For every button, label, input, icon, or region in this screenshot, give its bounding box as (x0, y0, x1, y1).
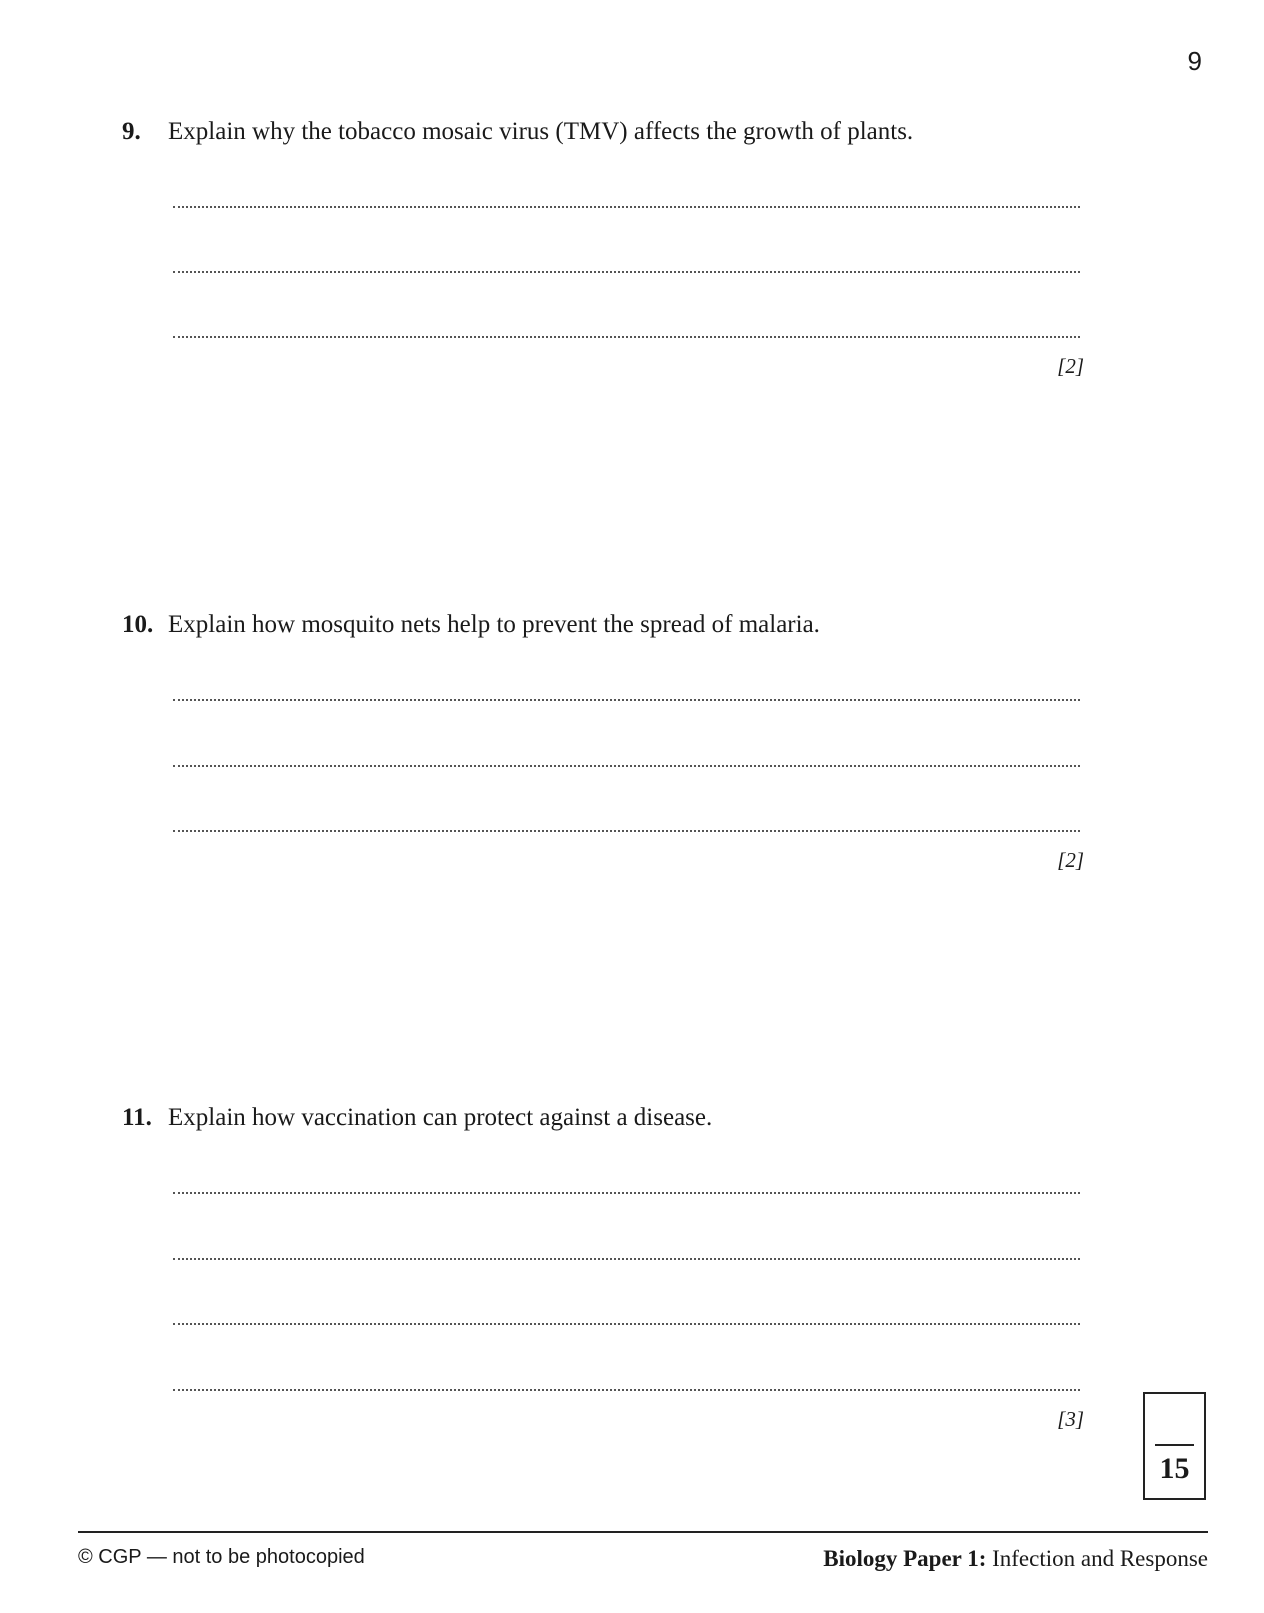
question-number: 10. (122, 611, 154, 638)
answer-line[interactable] (173, 699, 1080, 701)
paper-title (823, 1546, 1208, 1572)
page-number: 9 (1187, 46, 1202, 76)
footer-divider (78, 1531, 1208, 1533)
answer-line[interactable] (173, 1389, 1080, 1391)
question-number: 11. (122, 1104, 152, 1131)
question-text: Explain how mosquito nets help to prevent the spread of malaria. (168, 611, 820, 638)
answer-line[interactable] (173, 271, 1080, 273)
answer-line[interactable] (173, 830, 1080, 832)
answer-line[interactable] (173, 1192, 1080, 1194)
marks-label: [2] (1057, 354, 1084, 378)
score-total: 15 (1159, 1452, 1190, 1485)
answer-line[interactable] (173, 336, 1080, 338)
paper-title-topic: Infection and Response (986, 1546, 1208, 1571)
copyright-notice: © CGP — not to be photocopied (78, 1546, 365, 1568)
question-number: 9. (122, 118, 141, 145)
question-text: Explain why the tobacco mosaic virus (TMV) affects the growth of plants. (168, 118, 914, 145)
paper-title-subject: Biology Paper 1: (823, 1546, 987, 1571)
answer-line[interactable] (173, 765, 1080, 767)
marks-label: [3] (1057, 1407, 1084, 1431)
marks-label: [2] (1057, 848, 1084, 872)
score-box (1143, 1392, 1206, 1500)
answer-line[interactable] (173, 1258, 1080, 1260)
question-text: Explain how vaccination can protect against a disease. (168, 1104, 713, 1131)
answer-line[interactable] (173, 1323, 1080, 1325)
score-entry-line[interactable] (1155, 1444, 1194, 1446)
answer-line[interactable] (173, 206, 1080, 208)
